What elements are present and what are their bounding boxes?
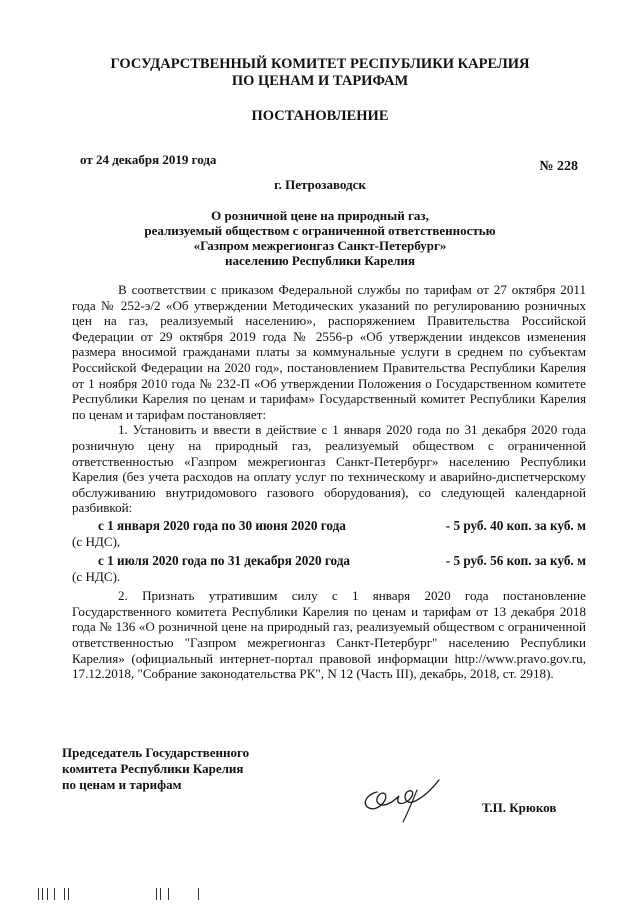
subject-line4: населению Республики Карелия	[225, 253, 415, 268]
document-type: ПОСТАНОВЛЕНИЕ	[251, 108, 389, 124]
subject-line3: «Газпром межрегионгаз Санкт-Петербург»	[193, 238, 447, 253]
handwritten-signature	[355, 770, 450, 825]
document-number: № 228	[539, 159, 578, 174]
organization-name-line2: ПО ЦЕНАМ И ТАРИФАМ	[231, 73, 409, 89]
organization-name-line1: ГОСУДАРСТВЕННЫЙ КОМИТЕТ РЕСПУБЛИКИ КАРЕЛИЯ	[110, 56, 530, 72]
price-line-1	[72, 518, 586, 549]
scan-artifact-marks	[38, 888, 238, 902]
price-vat-2: (с НДС).	[72, 568, 121, 584]
subject-line2: реализуемый обществом с ограниченной ответственностью	[144, 223, 496, 238]
signatory-title-line3: по ценам и тарифам	[62, 777, 182, 792]
signatory-title-line1: Председатель Государственного	[62, 745, 250, 760]
intro-paragraph: В соответствии с приказом Федеральной службы по тарифам от 27 октября 2011 года № 252-э/2 «Об утверждении Методических указаний по регулированию розничных цен на газ, реализуемый населению», распоряжением Правительства Российской Федерации от 29 октября 2019 года № 2556-р «Об утверждении индексов изменения размера вносимой гражданами платы за коммунальные услуги в среднем по субъектам Российской Федерации на 2020 год», постановлением Правительства Республики Карелия от 1 ноября 2010 года № 232-П «Об утверждении Положения о Государственном комитете Республики Карелия по ценам и тарифам» Государственный комитет Республики Карелия по ценам и тарифам постановляет:	[72, 282, 586, 422]
price-value-1: - 5 руб. 40 коп. за куб. м	[445, 517, 586, 533]
signatory-title-line2: комитета Республики Карелия	[62, 761, 244, 776]
document-subject	[0, 208, 640, 268]
price-vat-1: (с НДС),	[72, 533, 121, 549]
organization-header	[0, 56, 640, 90]
price-line-2	[72, 553, 586, 584]
subject-line1: О розничной цене на природный газ,	[211, 208, 429, 223]
signatory-title	[62, 745, 249, 793]
item-2-paragraph: 2. Признать утратившим силу с 1 января 2020 года постановление Государственного комитета Республики Карелия по ценам и тарифам от 13 декабря 2018 года № 136 «О розничной цене на природный газ, реализуемый обществом с ограниченной ответственностью "Газпром межрегионгаз Санкт-Петербург" населению Республики Карелия» (официальный интернет-портал правовой информации http://www.pravo.gov.ru, 17.12.2018, "Собрание законодательства РК", N 12 (Часть III), декабрь, 2018, ст. 2918).	[72, 588, 586, 682]
price-value-2: - 5 руб. 56 коп. за куб. м	[445, 553, 586, 569]
document-city: г. Петрозаводск	[274, 177, 366, 192]
document-date: от 24 декабря 2019 года	[80, 152, 217, 167]
signatory-name: Т.П. Крюков	[482, 800, 557, 815]
item-1-paragraph: 1. Установить и ввести в действие с 1 января 2020 года по 31 декабря 2020 года розничную цену на природный газ, реализуемый обществом с ограниченной ответственностью «Газпром межрегионгаз Санкт-Петербург» населению Республики Карелия (без учета расходов на оплату услуг по техническому и аварийно-диспетчерскому обслуживанию внутридомового газового оборудования), со следующей календарной разбивкой:	[72, 422, 586, 516]
document-body	[72, 282, 586, 682]
price-period-2: с 1 июля 2020 года по 31 декабря 2020 года	[98, 553, 350, 569]
price-period-1: с 1 января 2020 года по 30 июня 2020 года	[98, 517, 346, 533]
